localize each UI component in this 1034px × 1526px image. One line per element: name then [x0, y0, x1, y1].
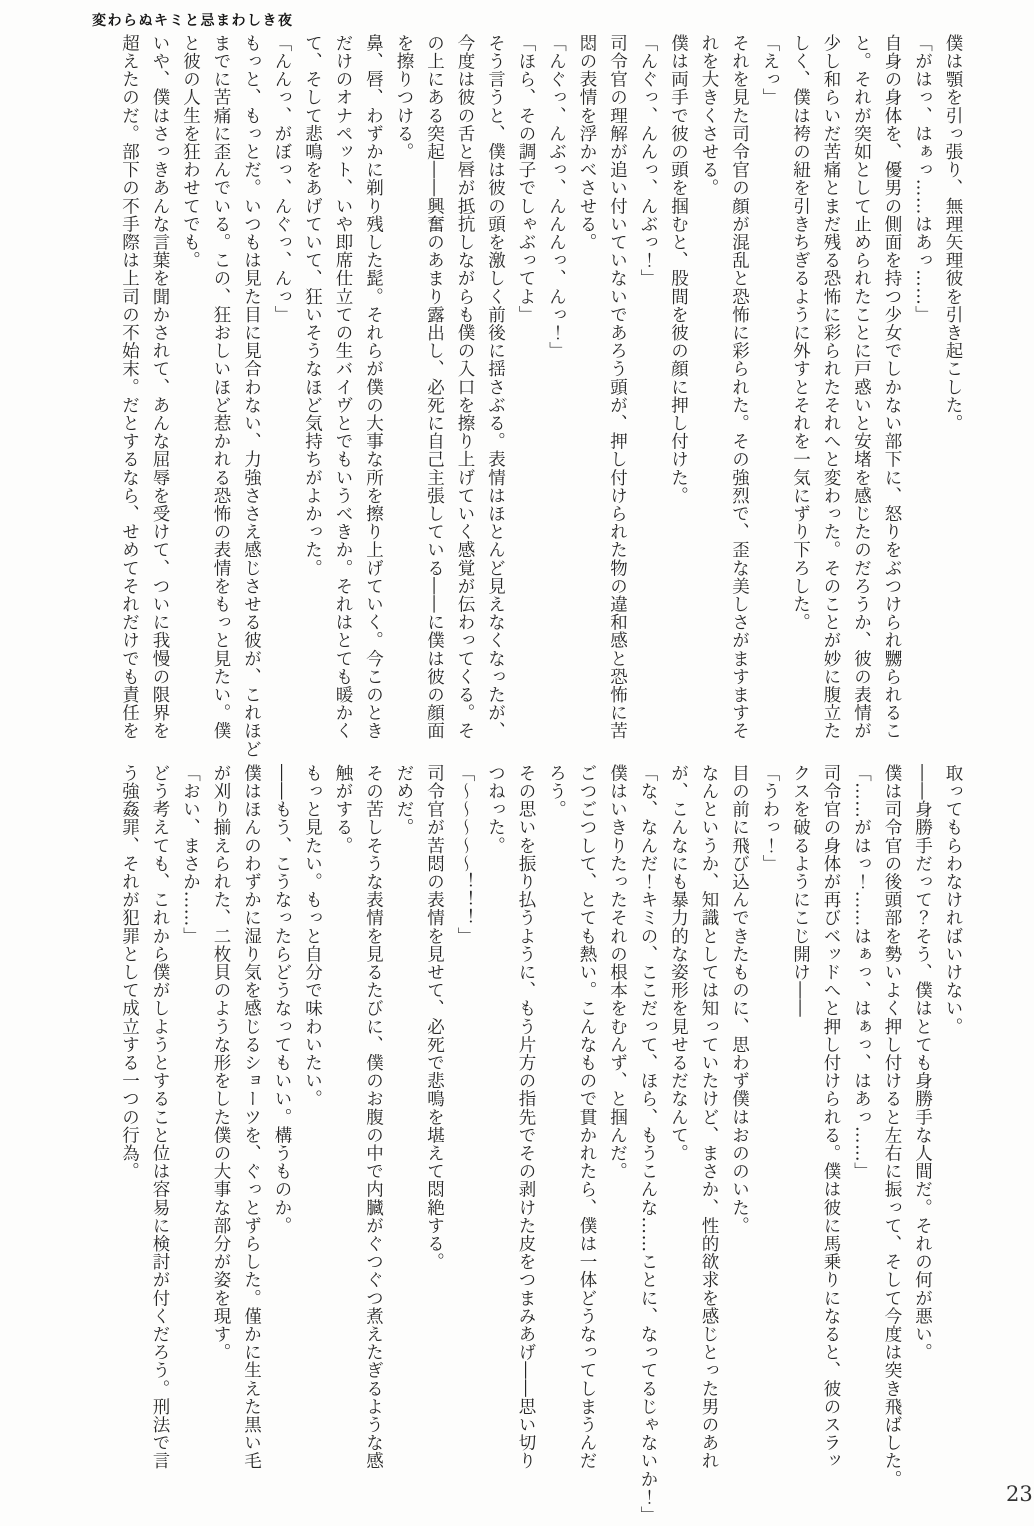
text-column: を擦りつける。 — [394, 34, 414, 161]
text-column: 「んんっ、がぼっ、んぐっ、んっ」 — [272, 34, 292, 324]
text-column: 僕はほんのわずかに湿り気を感じるショーツを、ぐっとずらした。僅かに生えた黒い毛 — [241, 764, 262, 1470]
text-column: 司令官の身体が再びベッドへと押し付けられる。僕は彼に馬乗りになると、彼のスラッ — [821, 764, 841, 1470]
text-column: だめだ。 — [394, 764, 414, 837]
text-column: それを見た司令官の顔が混乱と恐怖に彩られた。その強烈で、歪な美しさがますますそ — [729, 34, 750, 740]
page-header-title: 変わらぬキミと忌まわしき夜 — [92, 13, 294, 29]
text-column: 「ほら、その調子でしゃぶってよ」 — [516, 34, 536, 324]
text-column: 触がする。 — [333, 764, 353, 855]
text-column: どう考えても、これから僕がしようとすること位は容易に検討が付くだろう。刑法で言 — [150, 764, 170, 1470]
page-number: 23 — [1006, 1482, 1033, 1506]
text-column: が刈り揃えられた、二枚貝のような形をした僕の大事な部分が姿を現す。 — [211, 764, 231, 1362]
text-column: 超えたのだ。部下の不手際は上司の不始末。だとするなら、せめてそれだけでも責任を — [119, 34, 140, 740]
text-column: 司令官の理解が追い付いていないであろう頭が、押し付けられた物の違和感と恐怖に苦 — [607, 34, 628, 740]
text-column: 目の前に飛び込んできたものに、思わず僕はおののいた。 — [729, 764, 750, 1235]
text-column: 「んぐっ、んんっ、んぶっ！」 — [638, 34, 658, 288]
text-column: 僕は顎を引っ張り、無理矢理彼を引き起こした。 — [943, 34, 963, 433]
text-column: 「おい、まさか……」 — [180, 764, 201, 945]
text-column: 「えっ」 — [760, 34, 780, 107]
text-column: れを大きくさせる。 — [699, 34, 719, 197]
text-column: だけのオナペット、いや即席仕立ての生バイヴとでもいうべきか。それはとても暖かく — [333, 34, 353, 740]
text-column: の上にある突起――興奮のあまり露出し、必死に自己主張している――に僕は彼の顔面 — [424, 34, 445, 740]
text-column: 悶の表情を浮かべさせる。 — [577, 34, 597, 252]
text-column: 「な、なんだ！キミの、ここだって、ほら、もうこんな……ことに、なってるじゃないか！」 — [638, 764, 658, 1525]
text-column: そう言うと、僕は彼の頭を激しく前後に揺さぶる。表情はほとんど見えなくなったが、 — [485, 34, 506, 740]
text-column: もっと、もっとだ。いつもは見た目に見合わない、力強ささえ感じさせる彼が、これほど — [241, 34, 262, 758]
text-block-top — [114, 34, 968, 758]
text-column: その思いを振り払うように、もう片方の指先でその剥けた皮をつまみあげ――思い切り — [516, 764, 536, 1470]
text-column: 僕はいきりたったそれの根本をむんず、と掴んだ。 — [607, 764, 628, 1181]
text-column: その苦しそうな表情を見るたびに、僕のお腹の中で内臓がぐつぐつ煮えたぎるような感 — [363, 764, 384, 1470]
text-column: ろう。 — [546, 764, 567, 819]
text-column: う強姦罪、それが犯罪として成立する一つの行為。 — [119, 764, 140, 1181]
text-column: 「うわっ！」 — [760, 764, 780, 873]
text-column: 鼻、唇、わずかに剃り残した髭。それらが僕の大事な所を擦り上げていく。今このとき — [363, 34, 384, 740]
text-column: 「……がはっ！……はぁっ、はぁっ、はあっ……」 — [851, 764, 872, 1181]
text-column: クスを破るようにこじ開け―― — [790, 764, 811, 1018]
text-column: が、こんなにも暴力的な姿形を見せるだなんて。 — [668, 764, 689, 1163]
text-column: 僕は司令官の後頭部を勢いよく押し付けると左右に振って、そして今度は突き飛ばした。 — [882, 764, 902, 1488]
text-block-bottom — [114, 764, 968, 1525]
text-column: と彼の人生を狂わせてでも。 — [180, 34, 201, 270]
text-column: 「がはっ、はぁっ……はあっ……」 — [912, 34, 933, 324]
text-column: までに苦痛に歪んでいる。この、狂おしいほど惹かれる恐怖の表情をもっと見たい。僕 — [211, 34, 231, 740]
text-column: 司令官が苦悶の表情を見せて、必死で悲鳴を堪えて悶絶する。 — [424, 764, 445, 1271]
text-column: ――身勝手だって？そう、僕はとても身勝手な人間だ。それの何が悪い。 — [912, 764, 933, 1362]
text-column: もっと見たい。もっと自分で味わいたい。 — [302, 764, 323, 1108]
text-column: て、そして悲鳴をあげていて、狂いそうなほど気持ちがよかった。 — [302, 34, 323, 577]
text-column: ――もう、こうなったらどうなってもいい。構うものか。 — [272, 764, 292, 1235]
text-column: 自身の身体を、優男の側面を持つ少女でしかない部下に、怒りをぶつけられ嬲られるこ — [882, 34, 902, 740]
text-column: いや、僕はさっきあんな言葉を聞かされて、あんな屈辱を受けて、ついに我慢の限界を — [150, 34, 170, 740]
text-column: 取ってもらわなければいけない。 — [943, 764, 963, 1036]
text-column: なんというか、知識としては知っていたけど、まさか、性的欲求を感じとった男のあれ — [699, 764, 719, 1470]
text-column: しく、僕は袴の紐を引きちぎるように外すとそれを一気にずり下ろした。 — [790, 34, 811, 632]
text-column: 「んぐっ、んぶっ、んんんっ、んっ！」 — [546, 34, 567, 360]
text-column: ごつごつして、とても熱い。こんなもので貫かれたら、僕は一体どうなってしまうんだ — [577, 764, 597, 1470]
text-column: 今度は彼の舌と唇が抵抗しながらも僕の入口を擦り上げていく感覚が伝わってくる。そ — [455, 34, 475, 740]
text-column: と。それが突如として止められたことに戸惑いと安堵を感じたのだろうか、彼の表情が — [851, 34, 872, 740]
text-column: 少し和らいだ苦痛とまだ残る恐怖に彩られたそれへと変わった。そのことが妙に腹立た — [821, 34, 841, 740]
text-column: 「～～～～～！！！」 — [455, 764, 475, 945]
text-column: 僕は両手で彼の頭を掴むと、股間を彼の顔に押し付けた。 — [668, 34, 689, 505]
text-column: つねった。 — [485, 764, 506, 855]
